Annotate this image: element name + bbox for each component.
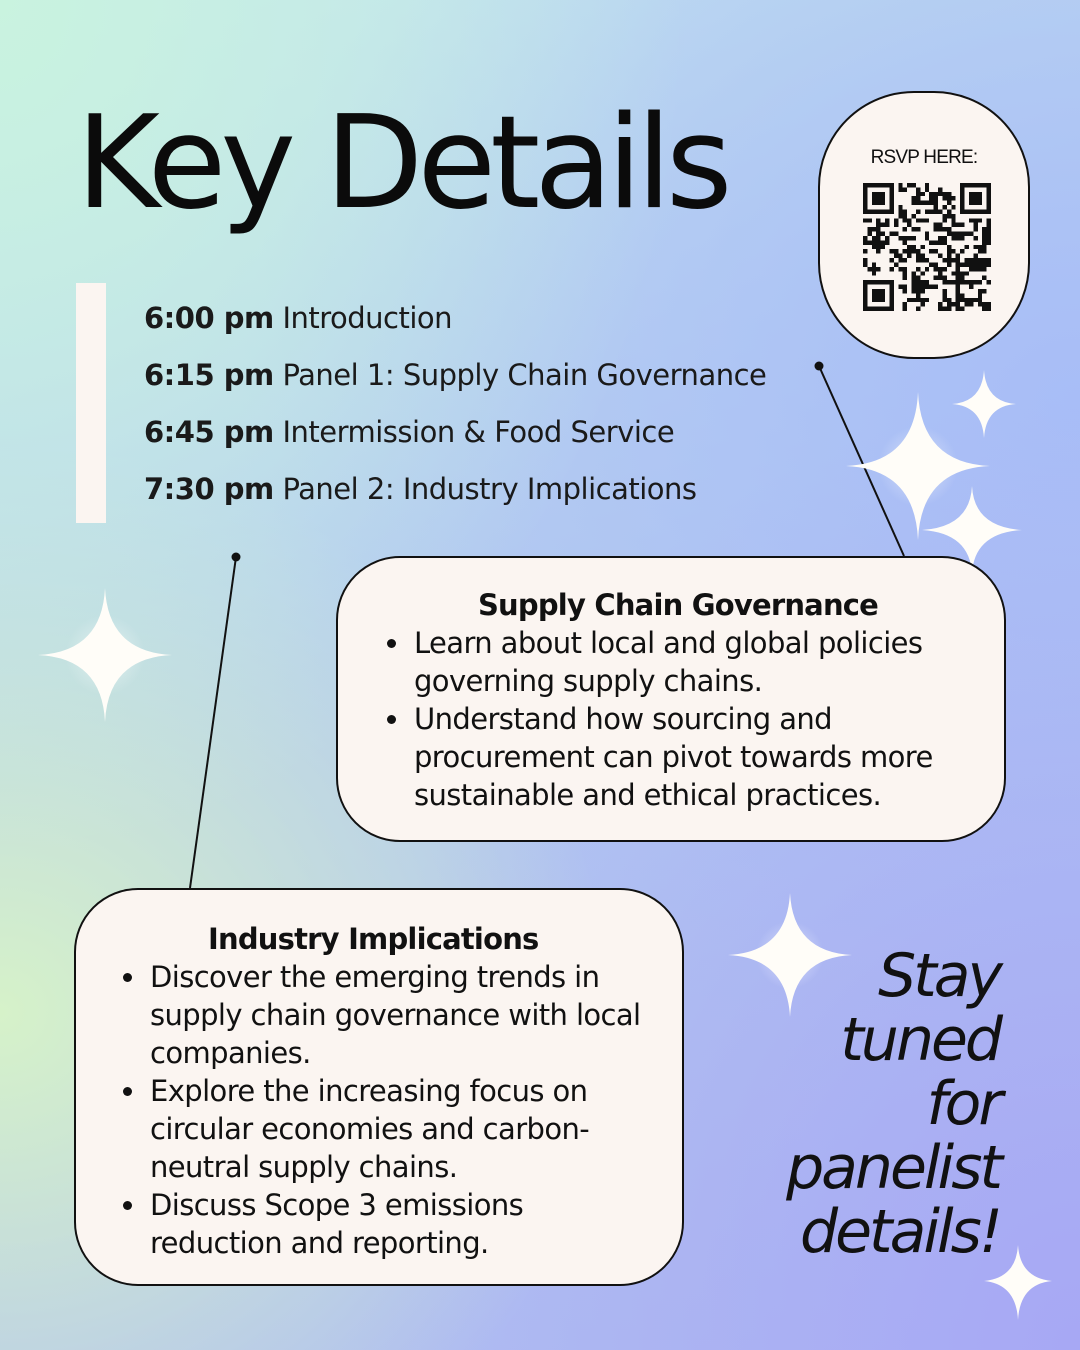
- agenda-time: 6:45 pm: [144, 415, 274, 449]
- sparkle-icon: [952, 370, 1016, 438]
- agenda-time: 6:00 pm: [144, 301, 274, 335]
- stay-tuned-line: Stay: [878, 941, 1000, 1011]
- stay-tuned-line: for: [926, 1069, 1000, 1139]
- agenda-list: [144, 298, 766, 526]
- connector-dot-panel2: [232, 553, 241, 562]
- sparkle-icon: [38, 588, 172, 722]
- list-item: • Discover the emerging trends in supply chain governance with local companies.: [148, 958, 652, 1072]
- agenda-label: Intermission & Food Service: [282, 415, 675, 449]
- panel2-card: [74, 888, 684, 1286]
- qr-code-icon[interactable]: [863, 183, 991, 311]
- agenda-label: Panel 2: Industry Implications: [282, 472, 697, 506]
- agenda-time: 6:15 pm: [144, 358, 274, 392]
- list-item: • Understand how sourcing and procurement can pivot towards more sustainable and ethical practices.: [412, 700, 974, 814]
- agenda-accent-bar: [76, 283, 106, 523]
- agenda-item: [144, 355, 766, 412]
- agenda-time: 7:30 pm: [144, 472, 274, 506]
- rsvp-card[interactable]: [818, 91, 1030, 359]
- stay-tuned-line: tuned: [840, 1005, 1000, 1075]
- agenda-label: Panel 1: Supply Chain Governance: [282, 358, 767, 392]
- panel1-bullets: [382, 624, 974, 814]
- panel1-heading: Supply Chain Governance: [477, 588, 879, 622]
- agenda-item: [144, 412, 766, 469]
- stay-tuned-message: [760, 941, 1000, 1267]
- panel2-bullets: [118, 958, 652, 1262]
- list-item: • Learn about local and global policies governing supply chains.: [412, 624, 974, 700]
- panel2-heading: Industry Implications: [208, 922, 539, 956]
- stay-tuned-line: panelist: [786, 1133, 1000, 1203]
- qr-modules: [863, 183, 991, 311]
- agenda-label: Introduction: [282, 301, 453, 335]
- list-item: • Explore the increasing focus on circular economies and carbon-neutral supply chains.: [148, 1072, 652, 1186]
- connector-dot-panel1: [815, 362, 824, 371]
- agenda-item: [144, 298, 766, 355]
- page-title: Key Details: [76, 89, 727, 238]
- stay-tuned-line: details!: [800, 1197, 1000, 1267]
- rsvp-label: RSVP HERE:: [870, 147, 978, 168]
- list-item: • Discuss Scope 3 emissions reduction and reporting.: [148, 1186, 652, 1262]
- agenda-item: [144, 469, 766, 526]
- connector-line-panel2: [190, 557, 236, 888]
- panel1-card: [336, 556, 1006, 842]
